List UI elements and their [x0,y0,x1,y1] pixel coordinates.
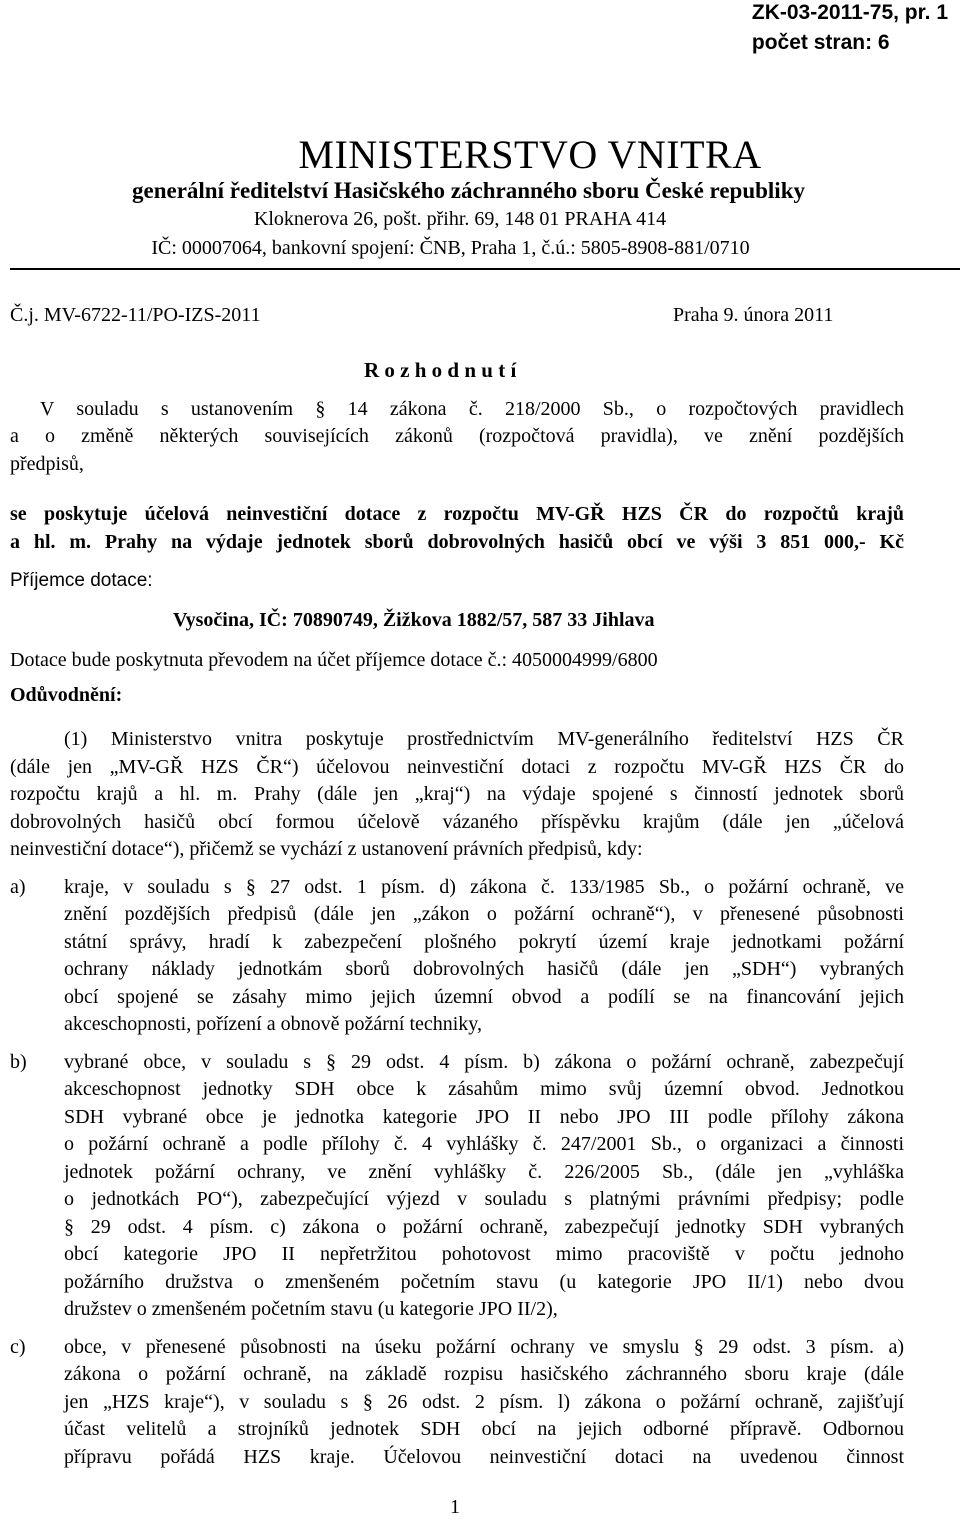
item-b-line-3: SDH vybrané obce je jednotka kategorie JPO II nebo JPO III podle přílohy zákona [64,1106,904,1128]
bank-details: IČ: 00007064, bankovní spojení: ČNB, Praha 1, č.ú.: 5805-8908-881/0710 [151,237,750,259]
justification-line-4: dobrovolných hasičů obcí formou účelově vázaného příspěvku krajům (dále jen „účelová [10,811,904,833]
item-a-line-4: ochrany náklady jednotkám sborů dobrovolných hasičů (dále jen „SDH“) vybraných [64,958,904,980]
recipient-label: Příjemce dotace: [10,570,153,591]
postal-address: Kloknerova 26, pošt. přihr. 69, 148 01 PRAHA 414 [253,208,667,230]
intro-line-3: předpisů, [10,453,84,475]
justification-line-2: (dále jen „MV-GŘ HZS ČR“) účelovou neinvestiční dotaci z rozpočtu MV-GŘ HZS ČR do [10,756,904,778]
ministry-name: MINISTERSTVO VNITRA [298,132,762,177]
item-b-line-7: § 29 odst. 4 písm. c) zákona o požární ochraně, zabezpečují jednotky SDH vybraných [64,1216,904,1238]
document-reference [752,0,948,56]
recipient-value: Vysočina, IČ: 70890749, Žižkova 1882/57, 587 33 Jihlava [173,609,655,631]
header-divider [10,268,960,270]
item-a-line-3: státní správy, hradí k zabezpečení plošného pokrytí území kraje jednotkami požární [64,931,904,953]
page-number: 1 [450,1496,460,1518]
place-date: Praha 9. února 2011 [673,304,834,326]
payment-info: Dotace bude poskytnuta převodem na účet příjemce dotace č.: 4050004999/6800 [10,649,658,671]
intro-line-1: V souladu s ustanovením § 14 zákona č. 218/2000 Sb., o rozpočtových pravidlech [40,398,904,420]
grant-line-1: se poskytuje účelová neinvestiční dotace z rozpočtu MV-GŘ HZS ČR do rozpočtů krajů [10,503,904,525]
item-a-line-1: kraje, v souladu s § 27 odst. 1 písm. d) zákona č. 133/1985 Sb., o požární ochraně, ve [64,876,904,898]
justification-line-1: (1) Ministerstvo vnitra poskytuje prostřednictvím MV-generálního ředitelství HZS ČR [64,728,904,750]
item-a-marker: a) [10,876,26,898]
item-a-line-6: akceschopnosti, pořízení a obnově požární techniky, [64,1013,483,1035]
item-b-line-1: vybrané obce, v souladu s § 29 odst. 4 písm. b) zákona o požární ochraně, zabezpečují [64,1051,904,1073]
item-b-line-8: obcí kategorie JPO II nepřetržitou pohotovost mimo pracoviště v počtu jednoho [64,1243,904,1265]
case-number: Č.j. MV-6722-11/PO-IZS-2011 [10,304,261,326]
item-b-line-2: akceschopnost jednotky SDH obce k zásahům mimo svůj územní obvod. Jednotkou [64,1078,904,1100]
grant-line-2: a hl. m. Prahy na výdaje jednotek sborů dobrovolných hasičů obcí ve výši 3 851 000,- Kč [10,531,904,553]
item-b-marker: b) [10,1051,27,1073]
reference-number: ZK-03-2011-75, pr. 1 [751,1,948,24]
item-a-line-5: obcí spojené se zásahy mimo jejich územní obvod a podílí se na financování jejich [64,986,904,1008]
item-b-line-10: družstev o zmenšeném početním stavu (u kategorie JPO II/2), [64,1298,558,1320]
justification-label: Odůvodnění: [10,684,123,706]
directorate-name: generální ředitelství Hasičského záchranného sboru České republiky [132,178,805,203]
item-c-marker: c) [10,1336,26,1358]
item-c-line-4: účast velitelů a strojníků jednotek SDH obcí na jejich odborné přípravě. Odbornou [64,1418,904,1440]
item-c-line-5: přípravu pořádá HZS kraje. Účelovou neinvestiční dotaci na uvedenou činnost [64,1446,904,1468]
page-count: počet stran: 6 [751,31,890,54]
item-b-line-4: o požární ochraně a podle přílohy č. 4 vyhlášky č. 247/2001 Sb., o organizaci a činnosti [64,1133,904,1155]
item-b-line-6: o jednotkách PO“), zabezpečující výjezd v souladu s platnými právními předpisy; podle [64,1188,904,1210]
intro-line-2: a o změně některých souvisejících zákonů (rozpočtová pravidla), ve znění pozdějších [10,425,904,447]
item-c-line-2: zákona o požární ochraně, na základě rozpisu hasičského záchranného sboru kraje (dále [64,1363,904,1385]
item-a-line-2: znění pozdějších předpisů (dále jen „zákon o požární ochraně“), v přenesené působnosti [64,903,904,925]
item-b-line-5: jednotek požární ochrany, ve znění vyhlášky č. 226/2005 Sb., (dále jen „vyhláška [64,1161,904,1183]
justification-line-5: neinvestiční dotace“), přičemž se vychází z ustanovení právních předpisů, kdy: [10,838,643,860]
decision-title: R o z h o d n u t í [364,358,517,382]
item-c-line-1: obce, v přenesené působnosti na úseku požární ochrany ve smyslu § 29 odst. 3 písm. a) [64,1336,904,1358]
item-b-line-9: požárního družstva o zmenšeném početním stavu (u kategorie JPO II/1) nebo dvou [64,1271,904,1293]
justification-line-3: rozpočtu krajů a hl. m. Prahy (dále jen „kraj“) na výdaje spojené s činností jednotek sborů [10,783,904,805]
item-c-line-3: jen „HZS kraje“), v souladu s § 26 odst. 2 písm. l) zákona o požární ochraně, zajišťují [64,1391,904,1413]
